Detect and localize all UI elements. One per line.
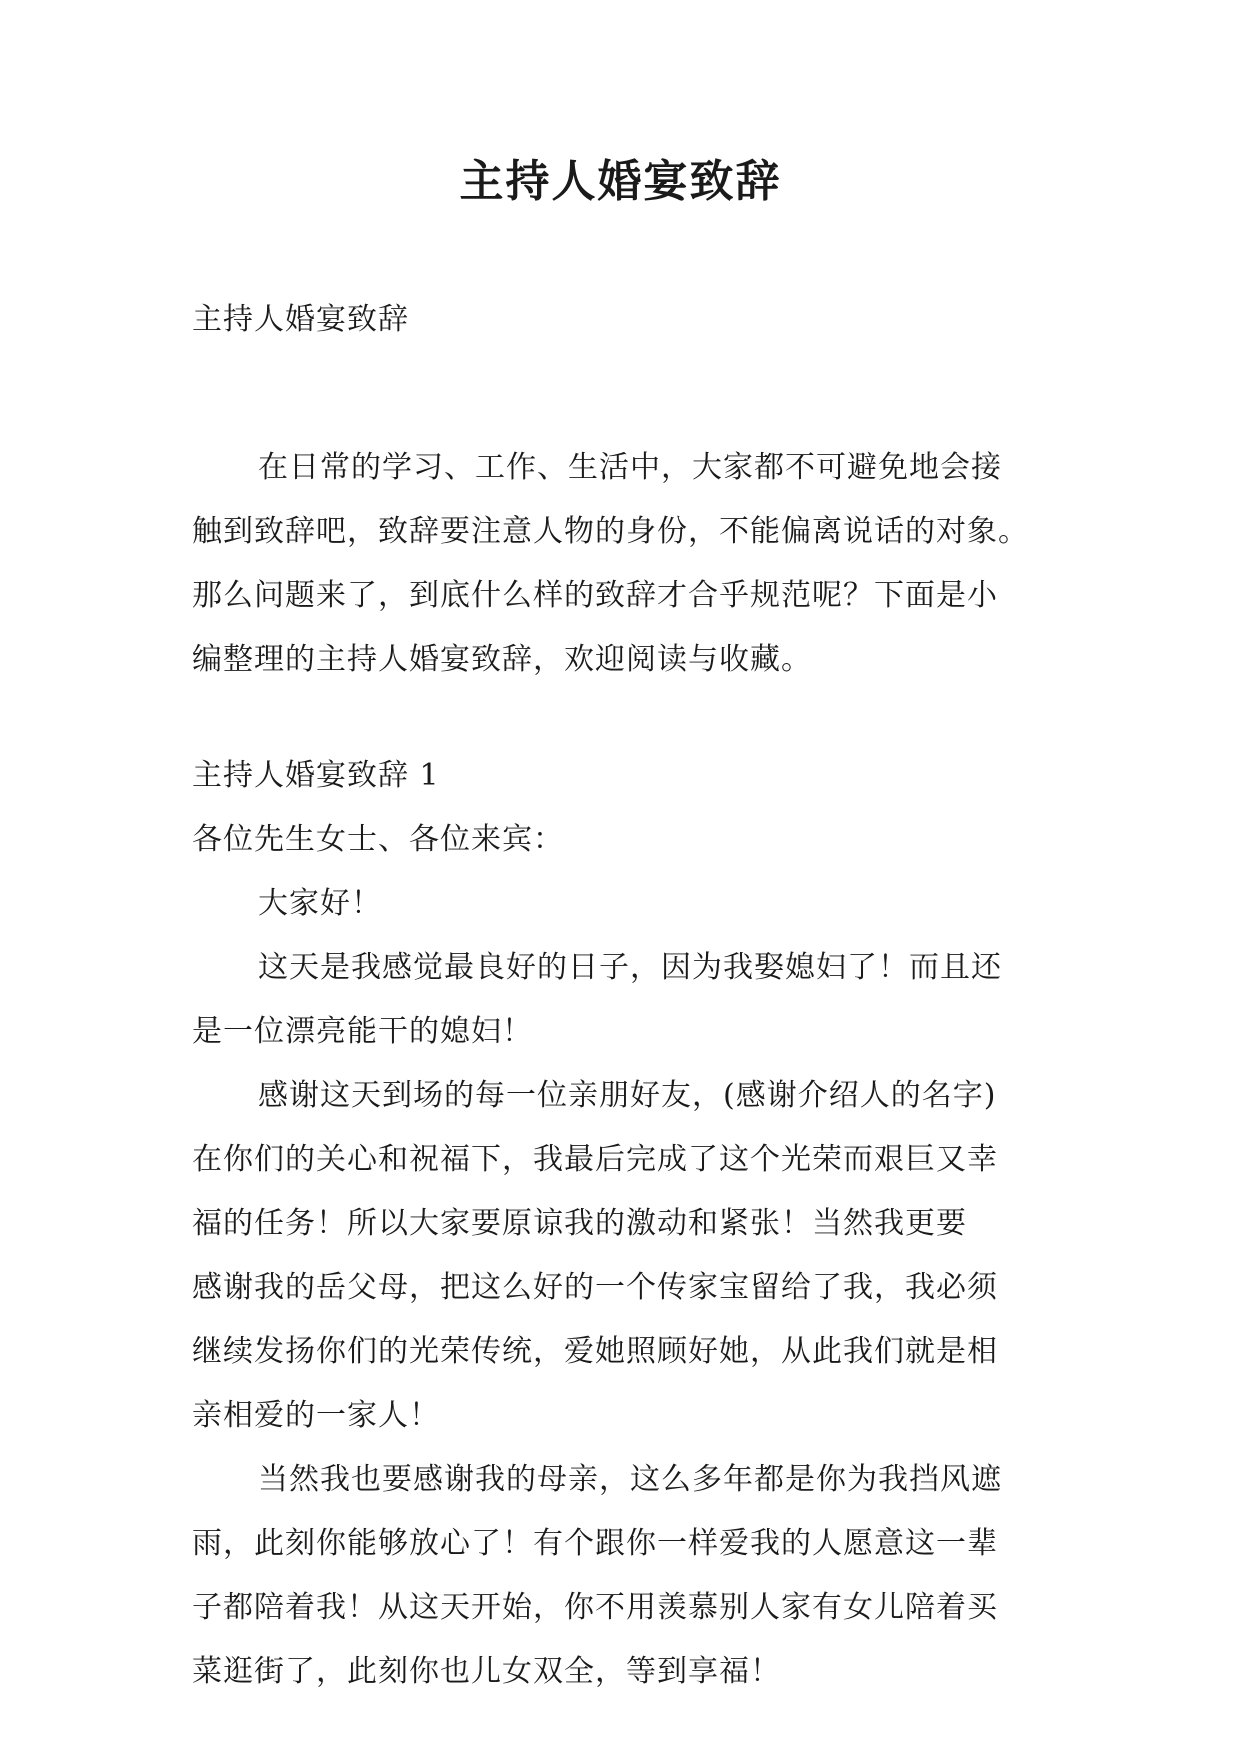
paragraph-line: 福的任务！所以大家要原谅我的激动和紧张！当然我更要 (192, 1206, 967, 1241)
greeting: 大家好！ (258, 886, 382, 921)
subtitle: 主持人婚宴致辞 (192, 302, 409, 337)
intro-line: 触到致辞吧，致辞要注意人物的身份，不能偏离说话的对象。 (192, 514, 1029, 549)
document-body (192, 288, 1062, 1704)
intro-line: 编整理的主持人婚宴致辞，欢迎阅读与收藏。 (192, 642, 812, 677)
paragraph-line: 继续发扬你们的光荣传统，爱她照顾好她，从此我们就是相 (192, 1334, 998, 1369)
paragraph-line: 亲相爱的一家人！ (192, 1398, 440, 1433)
intro-line: 那么问题来了，到底什么样的致辞才合乎规范呢？下面是小 (192, 578, 998, 613)
paragraph-line: 菜逛街了，此刻你也儿女双全，等到享福！ (192, 1654, 781, 1689)
paragraph-line: 当然我也要感谢我的母亲，这么多年都是你为我挡风遮 (258, 1462, 1002, 1497)
speech-section (192, 744, 1062, 1704)
document-title: 主持人婚宴致辞 (459, 156, 782, 207)
paragraph-line: 这天是我感觉最良好的日子，因为我娶媳妇了！而且还 (258, 950, 1002, 985)
intro-paragraph (192, 436, 1062, 692)
salutation: 各位先生女士、各位来宾： (192, 822, 564, 857)
paragraph-line: 雨，此刻你能够放心了！有个跟你一样爱我的人愿意这一辈 (192, 1526, 998, 1561)
intro-line: 在日常的学习、工作、生活中，大家都不可避免地会接 (258, 450, 1002, 485)
paragraph-line: 子都陪着我！从这天开始，你不用羡慕别人家有女儿陪着买 (192, 1590, 998, 1625)
paragraph-line: 是一位漂亮能干的媳妇！ (192, 1014, 533, 1049)
paragraph-line: 感谢这天到场的每一位亲朋好友，(感谢介绍人的名字) (258, 1078, 997, 1113)
paragraph-line: 感谢我的岳父母，把这么好的一个传家宝留给了我，我必须 (192, 1270, 998, 1305)
section-heading: 主持人婚宴致辞 1 (192, 758, 440, 793)
paragraph-line: 在你们的关心和祝福下，我最后完成了这个光荣而艰巨又幸 (192, 1142, 998, 1177)
